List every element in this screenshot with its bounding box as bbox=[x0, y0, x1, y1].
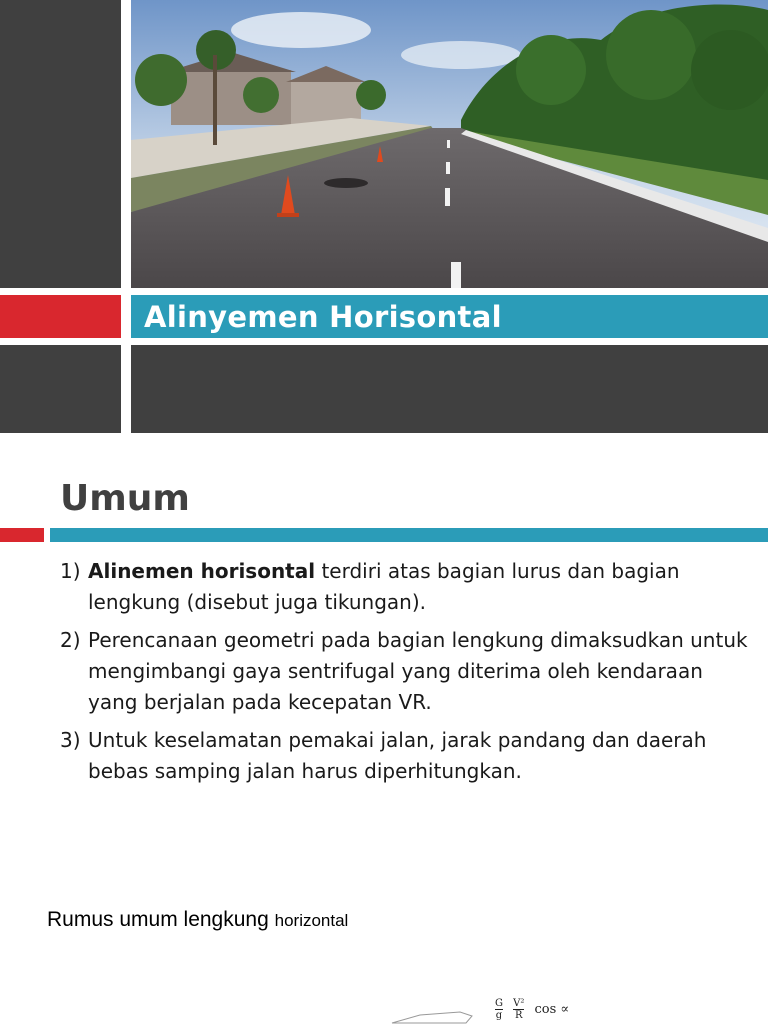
list-number: 2) bbox=[60, 628, 81, 652]
road-photo bbox=[131, 0, 768, 288]
list-number: 3) bbox=[60, 728, 81, 752]
formula-numerator: G bbox=[495, 998, 503, 1009]
list-item-text: terdiri atas bagian lurus dan bagian lengkung (disebut juga tikungan). bbox=[88, 559, 680, 614]
formula-denominator: R bbox=[514, 1010, 523, 1021]
list-item bbox=[58, 556, 748, 618]
left-dark-block-bottom bbox=[0, 345, 121, 433]
section-heading: Umum bbox=[60, 478, 190, 519]
formula bbox=[495, 998, 569, 1021]
heading-red-accent bbox=[0, 528, 44, 542]
list-item bbox=[58, 725, 748, 787]
left-red-bar bbox=[0, 295, 121, 338]
vehicle-diagram-icon bbox=[390, 1006, 480, 1024]
formula-tail: cos ∝ bbox=[534, 1002, 570, 1017]
heading-teal-underline bbox=[50, 528, 768, 542]
right-dark-block-bottom bbox=[131, 345, 768, 433]
formula-caption bbox=[47, 908, 348, 932]
formula-caption-small: horizontal bbox=[274, 911, 349, 930]
formula-caption-text: Rumus umum lengkung bbox=[47, 908, 269, 931]
list-item bbox=[58, 625, 748, 718]
slide-title: Alinyemen Horisontal bbox=[144, 300, 502, 334]
formula-fraction-2 bbox=[513, 998, 524, 1021]
list-number: 1) bbox=[60, 559, 81, 583]
list-item-text: Perencanaan geometri pada bagian lengkung dimaksudkan untuk mengimbangi gaya sentrifugal yang diterima oleh kendaraan yang berjalan pada kecepatan VR. bbox=[88, 628, 748, 714]
content-list bbox=[58, 556, 748, 794]
formula-fraction-1 bbox=[495, 998, 503, 1021]
list-item-bold: Alinemen horisontal bbox=[88, 559, 316, 583]
list-item-text: Untuk keselamatan pemakai jalan, jarak pandang dan daerah bebas samping jalan harus diperhitungkan. bbox=[88, 728, 707, 783]
formula-numerator: V² bbox=[513, 998, 525, 1009]
formula-denominator: g bbox=[495, 1010, 503, 1021]
left-dark-block-top bbox=[0, 0, 121, 288]
